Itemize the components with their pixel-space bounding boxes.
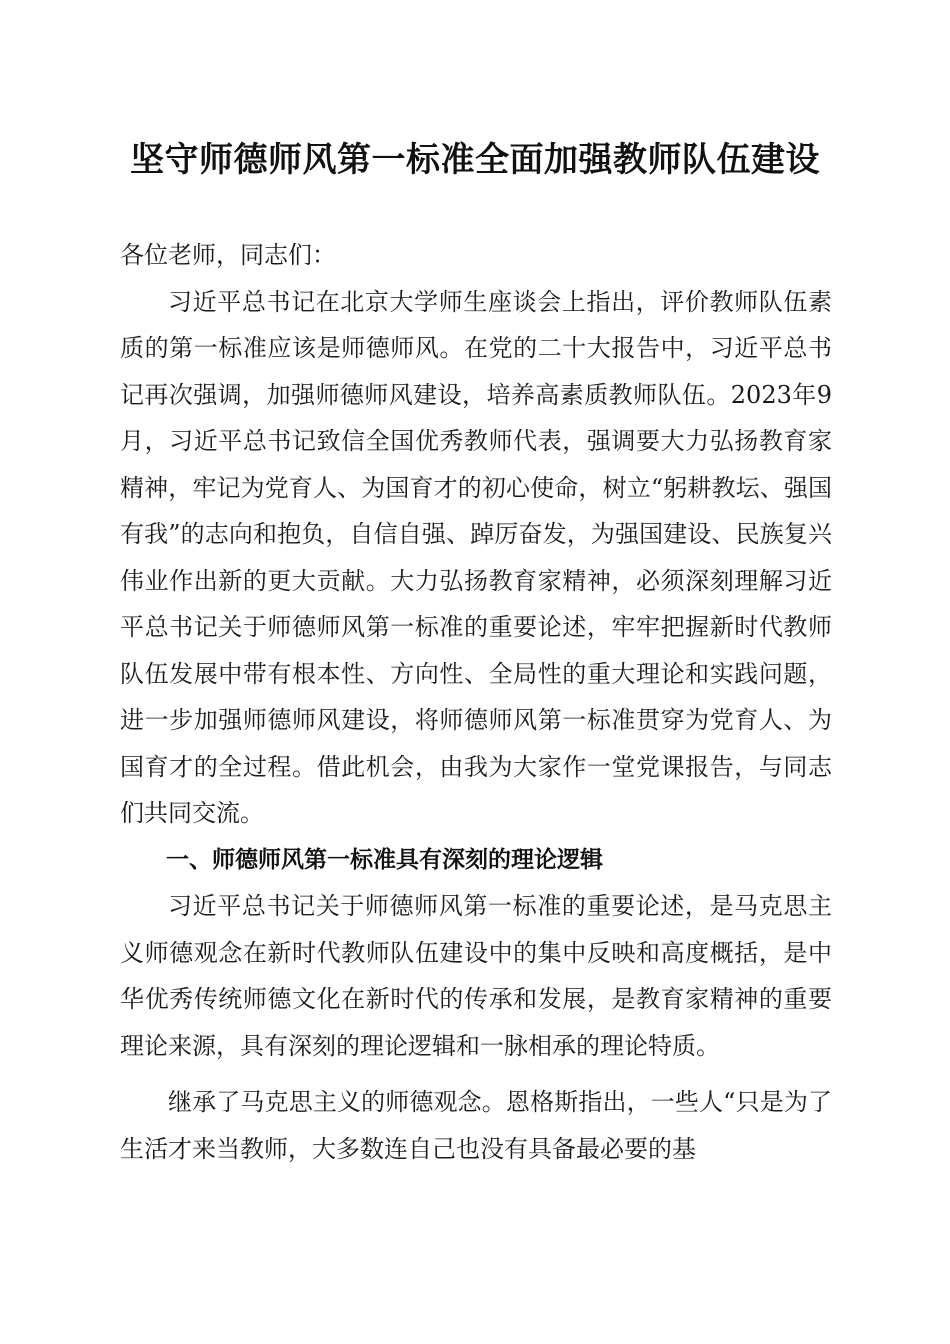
paragraph-marxism: 继承了马克思主义的师德观念。恩格斯指出，一些人“只是为了生活才来当教师，大多数连自己也没有具备最必要的基 — [120, 1088, 832, 1163]
document-body — [120, 232, 832, 1172]
paragraph-theory: 习近平总书记关于师德师风第一标准的重要论述，是马克思主义师德观念在新时代教师队伍建设中的集中反映和高度概括，是中华优秀传统师德文化在新时代的传承和发展，是教育家精神的重要理论来源，具有深刻的理论逻辑和一脉相承的理论特质。 — [120, 892, 832, 1060]
section-heading-1: 一、师德师风第一标准具有深刻的理论逻辑 — [166, 846, 603, 873]
salutation: 各位老师，同志们： — [120, 241, 336, 269]
document-title: 坚守师德师风第一标准全面加强教师队伍建设 — [130, 140, 820, 180]
paragraph-intro: 习近平总书记在北京大学师生座谈会上指出，评价教师队伍素质的第一标准应该是师德师风。在党的二十大报告中，习近平总书记再次强调，加强师德师风建设，培养高素质教师队伍。2023年9月，习近平总书记致信全国优秀教师代表，强调要大力弘扬教育家精神，牢记为党育人、为国育才的初心使命，树立“躬耕教坛、强国有我”的志向和抱负，自信自强、踔厉奋发，为强国建设、民族复兴伟业作出新的更大贡献。大力弘扬教育家精神，必须深刻理解习近平总书记关于师德师风第一标准的重要论述，牢牢把握新时代教师队伍发展中带有根本性、方向性、全局性的重大理论和实践问题，进一步加强师德师风建设，将师德师风第一标准贯穿为党育人、为国育才的全过程。借此机会，由我为大家作一堂党课报告，与同志们共同交流。 — [120, 287, 832, 827]
